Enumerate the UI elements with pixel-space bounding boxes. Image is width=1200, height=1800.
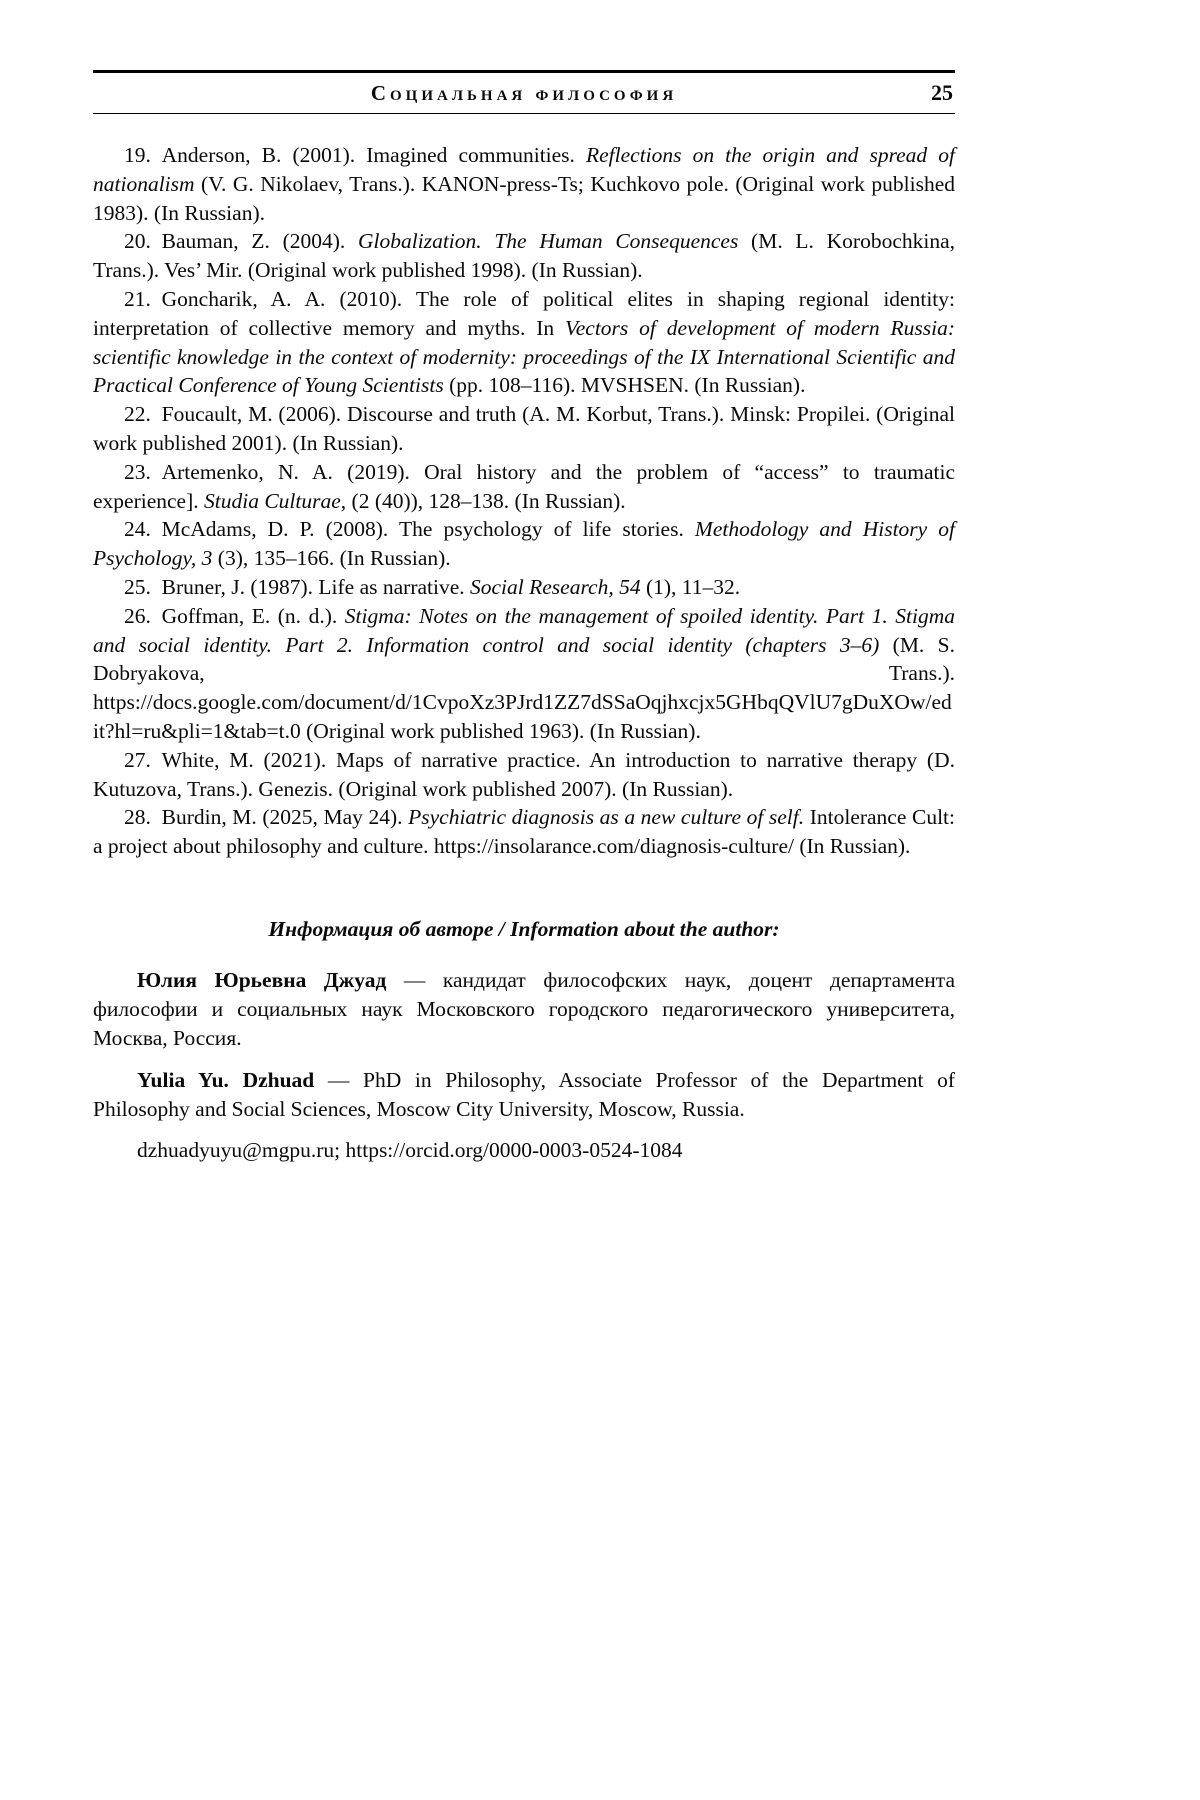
references-list bbox=[93, 141, 955, 861]
page-content bbox=[93, 141, 955, 1165]
text-segment: Vectors of development of modern Russia: scientific knowledge in the context of modernity: proceedings of the IX International Scientific and Practical Conference of Young Scientists bbox=[93, 315, 955, 398]
text-segment: 24. McAdams, D. P. (2008). The psychology of life stories. bbox=[124, 517, 695, 542]
text-segment: Reflections on the origin and spread of nationalism bbox=[93, 143, 955, 196]
text-segment: (1), 11–32. bbox=[640, 574, 741, 599]
page-header bbox=[93, 70, 955, 114]
reference-item bbox=[93, 803, 955, 861]
reference-item bbox=[93, 285, 955, 400]
header-row bbox=[93, 73, 955, 113]
reference-item bbox=[93, 458, 955, 516]
text-segment: — PhD in Philosophy, Associate Professor of the Department of Philosophy and Social Sciences, Moscow City University, Moscow, Russia. bbox=[93, 1068, 955, 1122]
text-segment: Intolerance Cult: a project about philosophy and culture. https://insolarance.com/diagnosis-culture/ (In Russian). bbox=[93, 805, 955, 859]
text-segment: 25. Bruner, J. (1987). Life as narrative. bbox=[124, 574, 471, 599]
text-segment: (pp. 108–116). MVSHSEN. (In Russian). bbox=[443, 373, 806, 398]
text-segment: Globalization. The Human Consequences bbox=[358, 229, 739, 254]
text-segment: Social Research, 54 bbox=[470, 574, 641, 599]
author-bio-english bbox=[93, 1066, 955, 1124]
text-segment: 20. Bauman, Z. (2004). bbox=[124, 229, 358, 254]
reference-item bbox=[93, 746, 955, 804]
reference-item bbox=[93, 573, 955, 602]
page-number: 25 bbox=[931, 79, 953, 105]
text-segment: 22. Foucault, M. (2006). Discourse and truth (A. M. Korbut, Trans.). Minsk: Propilei. (Original work published 2001). (In Russian). bbox=[93, 402, 955, 455]
text-segment: Methodology and History of Psychology, 3 bbox=[93, 517, 956, 571]
running-title: Социальная философия bbox=[370, 80, 678, 105]
text-segment: Psychiatric diagnosis as a new culture of self. bbox=[408, 805, 805, 830]
text-segment: (V. G. Nikolaev, Trans.). KANON-press-Ts; Kuchkovo pole. (Original work published 1983). (In Russian). bbox=[93, 171, 955, 225]
text-segment: Stigma: Notes on the management of spoiled identity. Part 1. Stigma and social identity. Part 2. Information control and social identity (chapters 3–6) bbox=[93, 603, 955, 657]
text-segment: (M. L. Korobochkina, Trans.). Ves’ Mir. (Original work published 1998). (In Russian). bbox=[93, 229, 955, 283]
reference-item bbox=[93, 141, 955, 227]
text-segment: Yulia Yu. Dzhuad bbox=[137, 1068, 315, 1093]
text-segment: (3), 135–166. (In Russian). bbox=[212, 546, 451, 571]
text-segment: 21. Goncharik, A. A. (2010). The role of political elites in shaping regional identity: interpretation of collective memory and myths. In bbox=[93, 286, 955, 340]
reference-item bbox=[93, 515, 955, 573]
text-segment: Юлия Юрьевна Джуад bbox=[137, 967, 387, 992]
text-segment: 26. Goffman, E. (n. d.). bbox=[124, 603, 345, 628]
author-bio-russian bbox=[93, 966, 955, 1052]
text-segment: Studia Culturae bbox=[204, 488, 341, 513]
text-segment: 23. Artemenko, N. A. (2019). Oral history and the problem of “access” to traumatic experience]. bbox=[93, 459, 955, 513]
text-segment: — кандидат философских наук, доцент департамента философии и социальных наук Московского городского педагогического университета, Москва, Россия. bbox=[93, 967, 955, 1050]
author-info-heading: Информация об авторе / Information about the author: bbox=[268, 916, 780, 941]
reference-item bbox=[93, 602, 955, 746]
text-segment: 28. Burdin, M. (2025, May 24). bbox=[124, 805, 409, 830]
text-segment: 27. White, M. (2021). Maps of narrative practice. An introduction to narrative therapy (D. Kutuzova, Trans.). Genezis. (Original work published 2007). (In Russian). bbox=[93, 747, 955, 801]
text-segment: (M. S. Dobryakova, Trans.). https://docs.google.com/document/d/1CvpoXz3PJrd1ZZ7dSSaOqjhxcjx5GHbqQVlU7gDuXOw/edit?hl=ru&pli=1&tab=t.0 (Original work published 1963). (In Russian). bbox=[93, 632, 955, 743]
reference-item bbox=[93, 400, 955, 458]
reference-item bbox=[93, 227, 955, 285]
text-segment: , (2 (40)), 128–138. (In Russian). bbox=[340, 488, 626, 513]
author-info-section bbox=[93, 915, 955, 1165]
author-contact: dzhuadyuyu@mgpu.ru; https://orcid.org/0000-0003-0524-1084 bbox=[137, 1137, 683, 1162]
text-segment: 19. Anderson, B. (2001). Imagined communities. bbox=[124, 143, 586, 167]
